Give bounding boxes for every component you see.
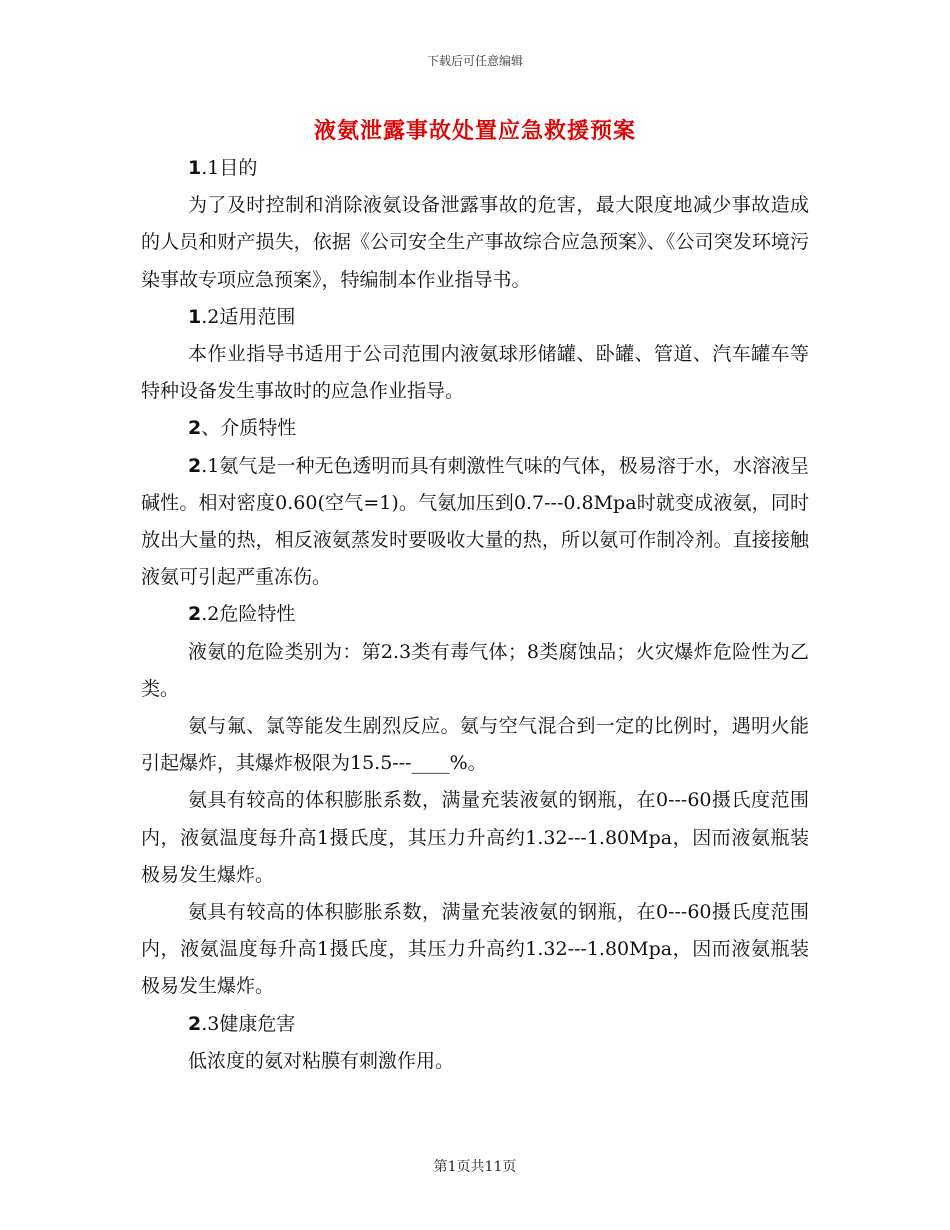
section-number: 2 bbox=[188, 417, 202, 440]
paragraph-expansion-2: 氨具有较高的体积膨胀系数，满量充装液氨的钢瓶，在0---60摄氏度范围内，液氨温度每升高1摄氏度，其压力升高约1.32---1.80Mpa，因而液氨瓶装极易发生爆炸。 bbox=[141, 901, 809, 998]
section-number: 2 bbox=[188, 1012, 202, 1035]
section-heading-2-2 bbox=[141, 596, 809, 633]
paragraph-purpose: 为了及时控制和消除液氨设备泄露事故的危害，最大限度地减少事故造成的人员和财产损失，依据《公司安全生产事故综合应急预案》、《公司突发环境污染事故专项应急预案》，特编制本作业指导书。 bbox=[141, 194, 809, 291]
section-heading-text: .2适用范围 bbox=[201, 305, 296, 328]
section-heading-text: .1目的 bbox=[201, 157, 258, 179]
section-heading-1-2 bbox=[141, 299, 809, 336]
paragraph-health: 低浓度的氨对粘膜有刺激作用。 bbox=[188, 1049, 455, 1072]
section-number: 2 bbox=[188, 454, 202, 477]
paragraph-scope: 本作业指导书适用于公司范围内液氨球形储罐、卧罐、管道、汽车罐车等特种设备发生事故时的应急作业指导。 bbox=[141, 343, 809, 403]
section-heading-text: .3健康危害 bbox=[201, 1012, 296, 1035]
document-body bbox=[141, 150, 809, 1080]
section-number: 2 bbox=[188, 603, 202, 626]
document-title: 液氨泄露事故处置应急救援预案 bbox=[313, 118, 636, 144]
section-heading-2 bbox=[141, 410, 809, 447]
page-footer-number: 第1页共11页 bbox=[433, 1159, 517, 1175]
paragraph-reaction: 氨与氟、氯等能发生剧烈反应。氨与空气混合到一定的比例时，遇明火能引起爆炸，其爆炸极限为15.5---____%。 bbox=[141, 715, 809, 775]
section-heading-2-3 bbox=[141, 1006, 809, 1043]
section-number: 1 bbox=[188, 305, 202, 328]
section-heading-1-1 bbox=[141, 150, 809, 187]
section-heading-text: 、介质特性 bbox=[201, 417, 297, 440]
section-heading-text: .2危险特性 bbox=[201, 603, 296, 626]
paragraph-hazard-class: 液氨的危险类别为：第2.3类有毒气体；8类腐蚀品；火灾爆炸危险性为乙类。 bbox=[141, 640, 809, 700]
section-number: 1 bbox=[188, 157, 202, 179]
page-header-note: 下载后可任意编辑 bbox=[426, 54, 523, 68]
paragraph-text: .1氨气是一种无色透明而具有刺激性气味的气体，极易溶于水，水溶液呈碱性。相对密度0.60(空气=1)。气氨加压到0.7---0.8Mpa时就变成液氨，同时放出大量的热，相反液氨蒸发时要吸收大量的热，所以氨可作制冷剂。直接接触液氨可引起严重冻伤。 bbox=[141, 454, 809, 589]
paragraph-expansion-1: 氨具有较高的体积膨胀系数，满量充装液氨的钢瓶，在0---60摄氏度范围内，液氨温度每升高1摄氏度，其压力升高约1.32---1.80Mpa，因而液氨瓶装极易发生爆炸。 bbox=[141, 789, 809, 886]
paragraph-2-1 bbox=[141, 448, 809, 597]
